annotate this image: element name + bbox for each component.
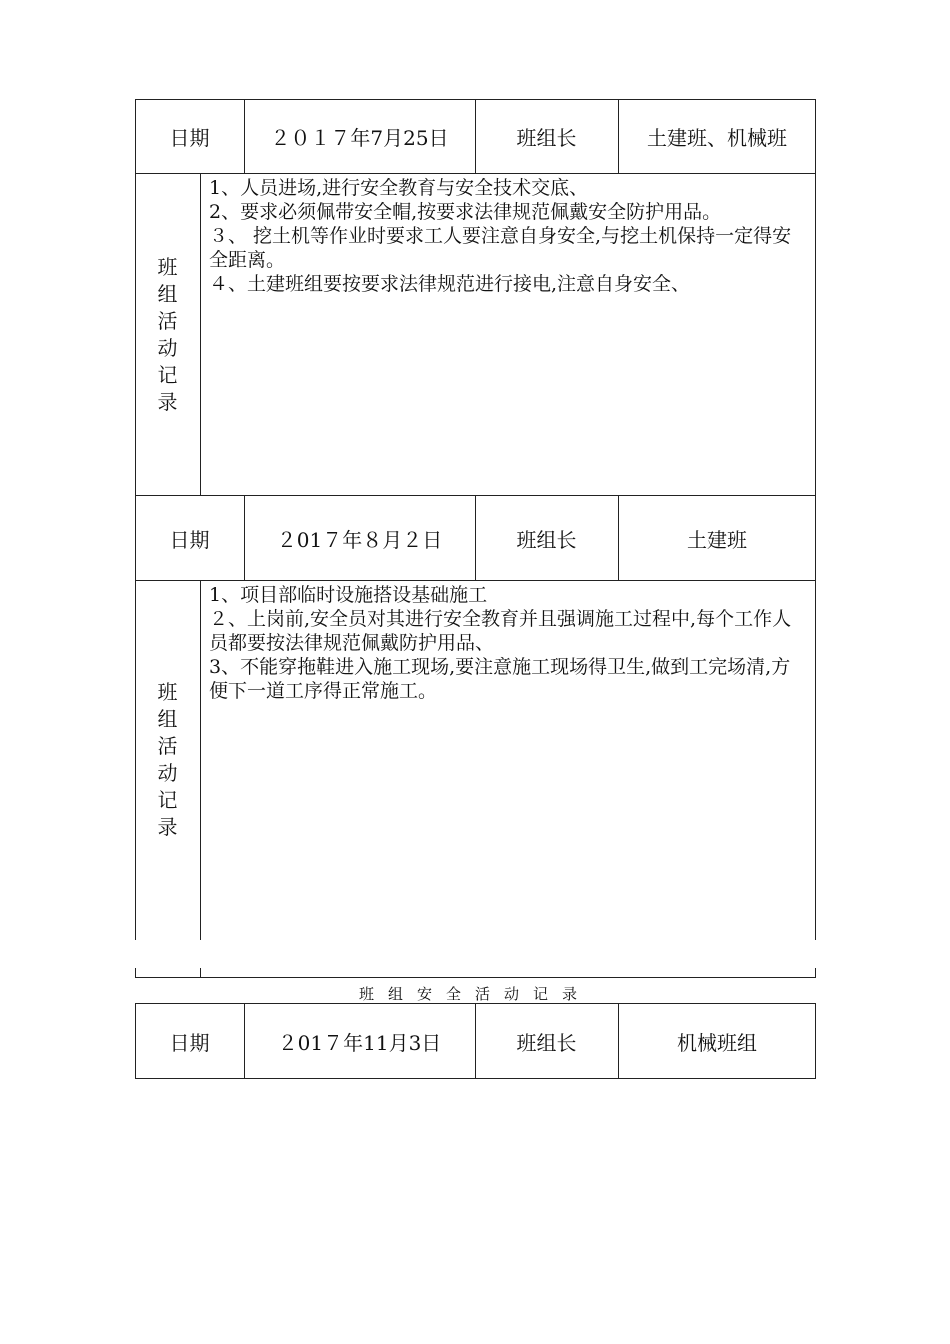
activity-line: ３、 挖土机等作业时要求工人要注意自身安全,与挖土机保持一定得安全距离。 [209,225,792,271]
activity-line: 2、要求必须佩带安全帽,按要求法律规范佩戴安全防护用品。 [209,201,722,223]
date-value: ２01７年８月２日 [276,527,443,552]
date-value: ２０１７年7月25日 [270,126,449,150]
team-name: 土建班、机械班 [647,126,787,150]
activity-content [209,176,809,296]
activity-line: 1、人员进场,进行安全教育与安全技术交底、 [209,177,589,199]
date-label: 日期 [169,1030,210,1055]
date-label: 日期 [169,527,210,552]
activity-content [209,583,809,703]
team-name: 机械班组 [677,1030,757,1055]
date-value: ２01７年11月3日 [277,1030,442,1055]
section-caption: 班组安全活动记录 [358,985,591,1003]
table-right-border [815,580,816,940]
divider [200,580,201,940]
activity-label: 班 组 活 动 记 录 [157,254,178,414]
date-label: 日期 [169,126,210,150]
activity-line: ２、上岗前,安全员对其进行安全教育并且强调施工过程中,每个工作人员都要按法律规范佩戴防护用品、 [209,608,792,654]
activity-line: ４、土建班组要按要求法律规范进行接电,注意自身安全、 [209,273,691,295]
table-bottom-border [135,977,816,978]
leader-label: 班组长 [516,1030,577,1055]
activity-label: 班 组 活 动 记 录 [157,680,178,839]
activity-line: 3、不能穿拖鞋进入施工现场,要注意施工现场得卫生,做到工完场清,方便下一道工序得正常施工。 [209,656,791,702]
divider [200,173,201,496]
team-name: 土建班 [687,527,747,552]
leader-label: 班组长 [516,126,577,150]
activity-line: 1、项目部临时设施搭设基础施工 [209,584,488,606]
leader-label: 班组长 [516,527,577,552]
